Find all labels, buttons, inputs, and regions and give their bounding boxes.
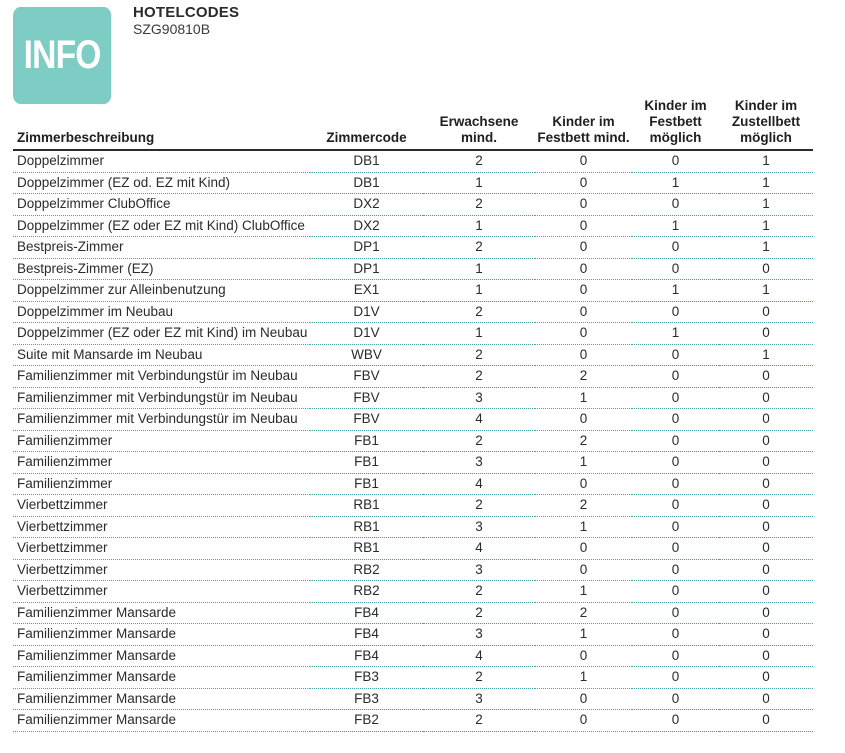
children-extra-bed-possible-cell: 0 xyxy=(719,538,813,560)
children-fixed-bed-possible-cell: 0 xyxy=(632,559,719,581)
room-description-cell: Vierbettzimmer xyxy=(13,495,310,517)
children-fixed-bed-min-cell: 0 xyxy=(535,323,632,345)
children-extra-bed-possible-cell: 0 xyxy=(719,688,813,710)
children-fixed-bed-min-cell: 0 xyxy=(535,172,632,194)
room-code-cell: DP1 xyxy=(310,258,423,280)
room-code-cell: FBV xyxy=(310,387,423,409)
adults-min-cell: 2 xyxy=(423,581,535,603)
children-extra-bed-possible-cell: 1 xyxy=(719,215,813,237)
table-row xyxy=(13,710,813,732)
children-extra-bed-possible-cell: 0 xyxy=(719,323,813,345)
children-fixed-bed-min-cell: 0 xyxy=(535,559,632,581)
children-fixed-bed-min-cell: 2 xyxy=(535,495,632,517)
room-code-cell: RB1 xyxy=(310,538,423,560)
children-fixed-bed-possible-cell: 0 xyxy=(632,366,719,388)
table-body xyxy=(13,150,813,731)
column-header-room-code: Zimmercode xyxy=(310,98,423,150)
room-description-cell: Familienzimmer Mansarde xyxy=(13,667,310,689)
room-code-cell: DX2 xyxy=(310,194,423,216)
children-fixed-bed-possible-cell: 0 xyxy=(632,602,719,624)
table-row xyxy=(13,280,813,302)
table-row xyxy=(13,559,813,581)
children-fixed-bed-min-cell: 0 xyxy=(535,409,632,431)
children-fixed-bed-possible-cell: 0 xyxy=(632,452,719,474)
children-extra-bed-possible-cell: 0 xyxy=(719,602,813,624)
adults-min-cell: 1 xyxy=(423,323,535,345)
children-fixed-bed-min-cell: 1 xyxy=(535,452,632,474)
children-fixed-bed-min-cell: 0 xyxy=(535,150,632,172)
room-description-cell: Familienzimmer Mansarde xyxy=(13,645,310,667)
children-fixed-bed-min-cell: 1 xyxy=(535,667,632,689)
children-fixed-bed-min-cell: 0 xyxy=(535,473,632,495)
children-fixed-bed-min-cell: 1 xyxy=(535,516,632,538)
children-extra-bed-possible-cell: 1 xyxy=(719,280,813,302)
adults-min-cell: 1 xyxy=(423,215,535,237)
room-description-cell: Doppelzimmer (EZ oder EZ mit Kind) im Neubau xyxy=(13,323,310,345)
children-extra-bed-possible-cell: 1 xyxy=(719,172,813,194)
table-row xyxy=(13,516,813,538)
room-code-cell: FBV xyxy=(310,409,423,431)
adults-min-cell: 2 xyxy=(423,495,535,517)
room-description-cell: Familienzimmer xyxy=(13,430,310,452)
children-fixed-bed-min-cell: 1 xyxy=(535,581,632,603)
adults-min-cell: 2 xyxy=(423,150,535,172)
room-code-cell: FBV xyxy=(310,366,423,388)
children-extra-bed-possible-cell: 0 xyxy=(719,258,813,280)
adults-min-cell: 2 xyxy=(423,301,535,323)
table-header-row xyxy=(13,98,813,150)
children-extra-bed-possible-cell: 0 xyxy=(719,581,813,603)
children-extra-bed-possible-cell: 0 xyxy=(719,624,813,646)
table-row xyxy=(13,366,813,388)
adults-min-cell: 3 xyxy=(423,387,535,409)
table-row xyxy=(13,430,813,452)
adults-min-cell: 4 xyxy=(423,645,535,667)
room-code-cell: FB1 xyxy=(310,473,423,495)
table-row xyxy=(13,258,813,280)
children-fixed-bed-possible-cell: 0 xyxy=(632,538,719,560)
room-code-cell: EX1 xyxy=(310,280,423,302)
children-extra-bed-possible-cell: 0 xyxy=(719,495,813,517)
table-row xyxy=(13,150,813,172)
room-description-cell: Doppelzimmer (EZ oder EZ mit Kind) ClubOffice xyxy=(13,215,310,237)
table-row xyxy=(13,624,813,646)
children-fixed-bed-min-cell: 1 xyxy=(535,624,632,646)
children-extra-bed-possible-cell: 1 xyxy=(719,150,813,172)
children-fixed-bed-possible-cell: 1 xyxy=(632,323,719,345)
column-header-room-description: Zimmerbeschreibung xyxy=(13,98,310,150)
room-code-cell: FB3 xyxy=(310,667,423,689)
children-fixed-bed-possible-cell: 0 xyxy=(632,301,719,323)
column-header-adults-min: Erwachsene mind. xyxy=(423,98,535,150)
children-extra-bed-possible-cell: 0 xyxy=(719,710,813,732)
adults-min-cell: 1 xyxy=(423,258,535,280)
children-fixed-bed-min-cell: 0 xyxy=(535,688,632,710)
children-extra-bed-possible-cell: 0 xyxy=(719,645,813,667)
table-row xyxy=(13,538,813,560)
room-code-cell: FB1 xyxy=(310,430,423,452)
children-fixed-bed-possible-cell: 0 xyxy=(632,581,719,603)
adults-min-cell: 2 xyxy=(423,237,535,259)
column-header-children-fixed-bed-min: Kinder im Festbett mind. xyxy=(535,98,632,150)
table-row xyxy=(13,495,813,517)
children-extra-bed-possible-cell: 0 xyxy=(719,387,813,409)
hotel-code: SZG90810B xyxy=(133,21,211,37)
room-description-cell: Familienzimmer Mansarde xyxy=(13,624,310,646)
room-description-cell: Familienzimmer Mansarde xyxy=(13,710,310,732)
room-code-cell: DB1 xyxy=(310,172,423,194)
room-description-cell: Familienzimmer Mansarde xyxy=(13,688,310,710)
children-fixed-bed-possible-cell: 0 xyxy=(632,430,719,452)
room-description-cell: Familienzimmer xyxy=(13,452,310,474)
adults-min-cell: 3 xyxy=(423,559,535,581)
adults-min-cell: 2 xyxy=(423,602,535,624)
children-fixed-bed-possible-cell: 1 xyxy=(632,215,719,237)
children-fixed-bed-min-cell: 0 xyxy=(535,301,632,323)
room-code-cell: DP1 xyxy=(310,237,423,259)
children-fixed-bed-possible-cell: 0 xyxy=(632,194,719,216)
children-fixed-bed-possible-cell: 0 xyxy=(632,516,719,538)
adults-min-cell: 2 xyxy=(423,710,535,732)
room-code-cell: FB2 xyxy=(310,710,423,732)
children-fixed-bed-possible-cell: 0 xyxy=(632,495,719,517)
room-code-cell: FB4 xyxy=(310,624,423,646)
children-fixed-bed-min-cell: 0 xyxy=(535,344,632,366)
room-description-cell: Familienzimmer xyxy=(13,473,310,495)
room-description-cell: Doppelzimmer xyxy=(13,150,310,172)
table-row xyxy=(13,387,813,409)
children-fixed-bed-possible-cell: 0 xyxy=(632,409,719,431)
children-fixed-bed-possible-cell: 0 xyxy=(632,667,719,689)
children-extra-bed-possible-cell: 1 xyxy=(719,237,813,259)
column-header-children-extra-bed-possible: Kinder im Zustellbett möglich xyxy=(719,98,813,150)
adults-min-cell: 4 xyxy=(423,538,535,560)
room-description-cell: Vierbettzimmer xyxy=(13,559,310,581)
table-row xyxy=(13,688,813,710)
room-code-cell: DX2 xyxy=(310,215,423,237)
room-description-cell: Doppelzimmer zur Alleinbenutzung xyxy=(13,280,310,302)
children-fixed-bed-min-cell: 0 xyxy=(535,710,632,732)
children-fixed-bed-min-cell: 0 xyxy=(535,258,632,280)
children-fixed-bed-possible-cell: 0 xyxy=(632,645,719,667)
children-extra-bed-possible-cell: 0 xyxy=(719,409,813,431)
room-code-cell: D1V xyxy=(310,323,423,345)
children-fixed-bed-possible-cell: 0 xyxy=(632,473,719,495)
room-code-cell: RB1 xyxy=(310,516,423,538)
adults-min-cell: 2 xyxy=(423,366,535,388)
children-fixed-bed-possible-cell: 0 xyxy=(632,624,719,646)
room-code-cell: FB4 xyxy=(310,645,423,667)
children-fixed-bed-possible-cell: 0 xyxy=(632,344,719,366)
table-row xyxy=(13,215,813,237)
room-description-cell: Familienzimmer mit Verbindungstür im Neubau xyxy=(13,387,310,409)
room-code-cell: RB2 xyxy=(310,581,423,603)
children-fixed-bed-min-cell: 0 xyxy=(535,280,632,302)
children-fixed-bed-possible-cell: 0 xyxy=(632,387,719,409)
room-description-cell: Familienzimmer mit Verbindungstür im Neubau xyxy=(13,366,310,388)
children-extra-bed-possible-cell: 0 xyxy=(719,473,813,495)
room-code-cell: RB1 xyxy=(310,495,423,517)
adults-min-cell: 2 xyxy=(423,430,535,452)
table-row xyxy=(13,237,813,259)
room-code-cell: RB2 xyxy=(310,559,423,581)
room-description-cell: Vierbettzimmer xyxy=(13,516,310,538)
children-fixed-bed-possible-cell: 0 xyxy=(632,237,719,259)
children-fixed-bed-min-cell: 2 xyxy=(535,366,632,388)
table-row xyxy=(13,301,813,323)
hotel-codes-table xyxy=(13,98,813,732)
children-fixed-bed-possible-cell: 0 xyxy=(632,710,719,732)
children-extra-bed-possible-cell: 0 xyxy=(719,452,813,474)
children-fixed-bed-min-cell: 2 xyxy=(535,430,632,452)
children-extra-bed-possible-cell: 0 xyxy=(719,366,813,388)
room-code-cell: FB3 xyxy=(310,688,423,710)
adults-min-cell: 1 xyxy=(423,280,535,302)
children-fixed-bed-min-cell: 0 xyxy=(535,237,632,259)
room-code-cell: D1V xyxy=(310,301,423,323)
table-row xyxy=(13,667,813,689)
room-description-cell: Familienzimmer mit Verbindungstür im Neubau xyxy=(13,409,310,431)
children-extra-bed-possible-cell: 1 xyxy=(719,344,813,366)
table-row xyxy=(13,194,813,216)
room-description-cell: Doppelzimmer (EZ od. EZ mit Kind) xyxy=(13,172,310,194)
children-extra-bed-possible-cell: 0 xyxy=(719,667,813,689)
children-fixed-bed-possible-cell: 0 xyxy=(632,150,719,172)
room-description-cell: Suite mit Mansarde im Neubau xyxy=(13,344,310,366)
adults-min-cell: 2 xyxy=(423,194,535,216)
adults-min-cell: 3 xyxy=(423,516,535,538)
room-description-cell: Vierbettzimmer xyxy=(13,538,310,560)
children-fixed-bed-min-cell: 0 xyxy=(535,538,632,560)
room-description-cell: Doppelzimmer ClubOffice xyxy=(13,194,310,216)
room-code-cell: FB4 xyxy=(310,602,423,624)
children-fixed-bed-min-cell: 0 xyxy=(535,215,632,237)
adults-min-cell: 2 xyxy=(423,667,535,689)
room-description-cell: Doppelzimmer im Neubau xyxy=(13,301,310,323)
table-row xyxy=(13,323,813,345)
children-fixed-bed-possible-cell: 0 xyxy=(632,258,719,280)
room-description-cell: Vierbettzimmer xyxy=(13,581,310,603)
header xyxy=(133,5,239,37)
adults-min-cell: 2 xyxy=(423,344,535,366)
adults-min-cell: 1 xyxy=(423,172,535,194)
room-code-cell: DB1 xyxy=(310,150,423,172)
table-row xyxy=(13,344,813,366)
table-row xyxy=(13,645,813,667)
info-badge xyxy=(13,7,111,104)
room-code-cell: FB1 xyxy=(310,452,423,474)
table-row xyxy=(13,172,813,194)
children-extra-bed-possible-cell: 0 xyxy=(719,516,813,538)
adults-min-cell: 4 xyxy=(423,473,535,495)
children-extra-bed-possible-cell: 0 xyxy=(719,301,813,323)
children-extra-bed-possible-cell: 1 xyxy=(719,194,813,216)
adults-min-cell: 3 xyxy=(423,624,535,646)
room-description-cell: Familienzimmer Mansarde xyxy=(13,602,310,624)
column-header-children-fixed-bed-possible: Kinder im Festbett möglich xyxy=(632,98,719,150)
table-row xyxy=(13,581,813,603)
room-code-cell: WBV xyxy=(310,344,423,366)
adults-min-cell: 3 xyxy=(423,688,535,710)
children-fixed-bed-possible-cell: 1 xyxy=(632,280,719,302)
children-fixed-bed-min-cell: 1 xyxy=(535,387,632,409)
children-extra-bed-possible-cell: 0 xyxy=(719,559,813,581)
children-fixed-bed-min-cell: 0 xyxy=(535,194,632,216)
info-badge-label: INFO xyxy=(23,33,101,77)
adults-min-cell: 3 xyxy=(423,452,535,474)
table-row xyxy=(13,602,813,624)
children-extra-bed-possible-cell: 0 xyxy=(719,430,813,452)
page-title: HOTELCODES xyxy=(133,4,240,21)
table-row xyxy=(13,409,813,431)
room-description-cell: Bestpreis-Zimmer xyxy=(13,237,310,259)
room-description-cell: Bestpreis-Zimmer (EZ) xyxy=(13,258,310,280)
children-fixed-bed-possible-cell: 0 xyxy=(632,688,719,710)
children-fixed-bed-min-cell: 2 xyxy=(535,602,632,624)
children-fixed-bed-possible-cell: 1 xyxy=(632,172,719,194)
children-fixed-bed-min-cell: 0 xyxy=(535,645,632,667)
table-row xyxy=(13,452,813,474)
adults-min-cell: 4 xyxy=(423,409,535,431)
table-row xyxy=(13,473,813,495)
